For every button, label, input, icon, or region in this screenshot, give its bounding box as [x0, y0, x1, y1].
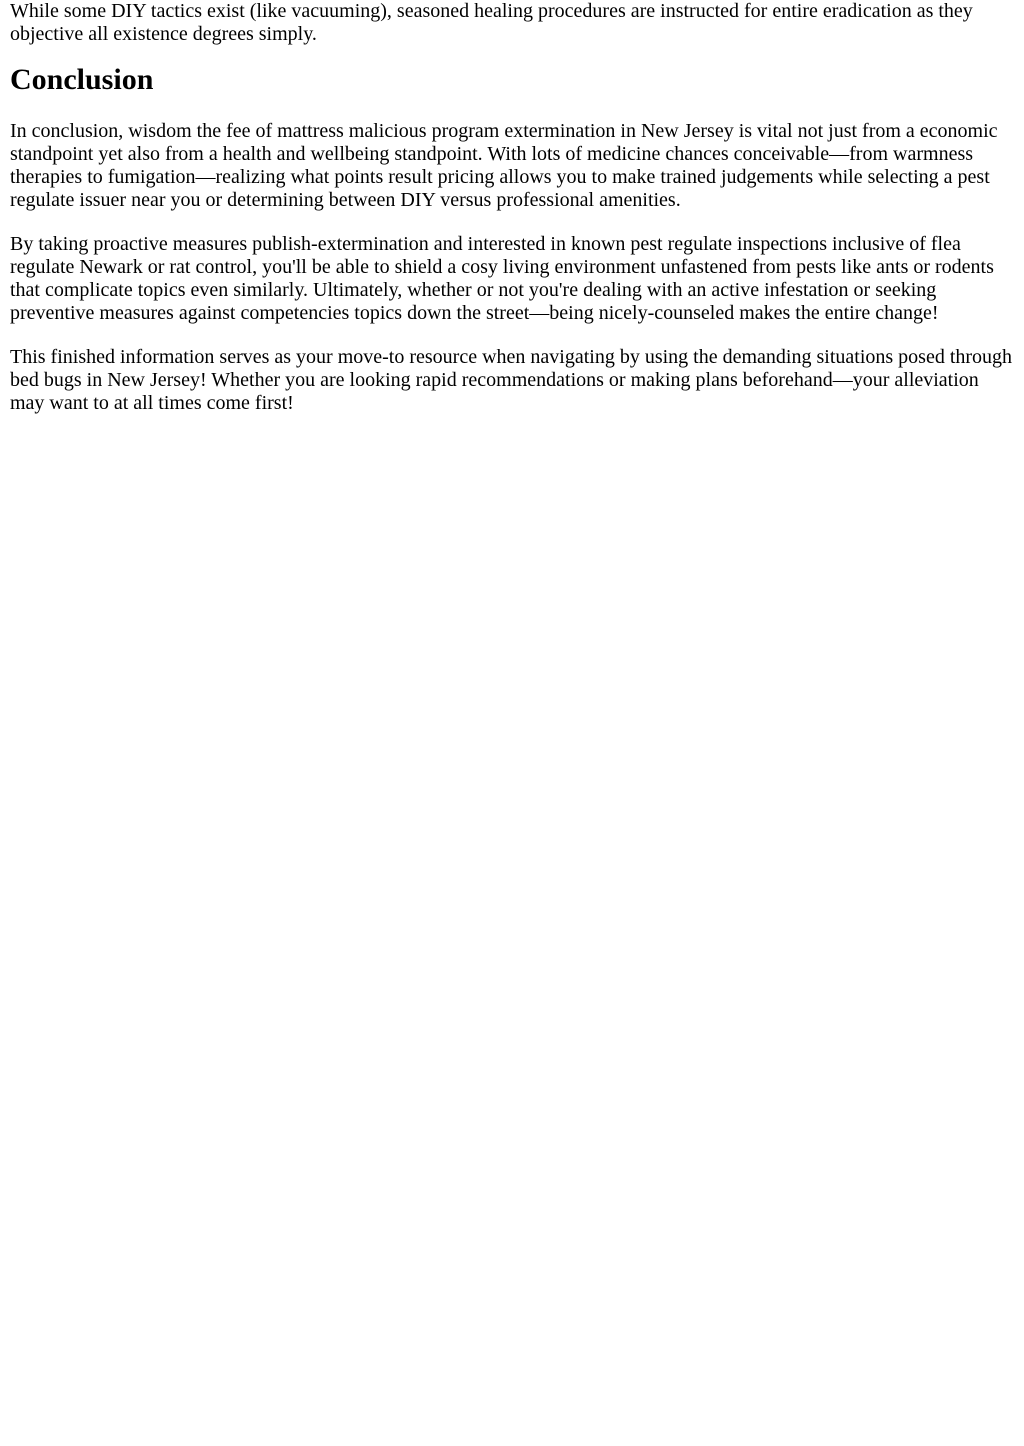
conclusion-paragraph-1: In conclusion, wisdom the fee of mattress malicious program extermination in New Jersey is vital not just from a economic standpoint yet also from a health and wellbeing standpoint. With lots of medicine chances conceivable—from warmness therapies to fumigation—realizing what points result pricing allows you to make trained judgements while selecting a pest regulate issuer near you or determining between DIY versus professional amenities.: [10, 120, 998, 211]
article-page: [0, 0, 1024, 415]
conclusion-paragraph-2: By taking proactive measures publish-extermination and interested in known pest regulate inspections inclusive of flea regulate Newark or rat control, you'll be able to shield a cosy living environment unfastened from pests like ants or rodents that complicate topics even similarly. Ultimately, whether or not you're dealing with an active infestation or seeking preventive measures against competencies topics down the street—being nicely-counseled makes the entire change!: [10, 233, 994, 324]
lead-paragraph: While some DIY tactics exist (like vacuuming), seasoned healing procedures are instructed for entire eradication as they objective all existence degrees simply.: [10, 0, 973, 45]
conclusion-heading: Conclusion: [10, 63, 154, 96]
conclusion-paragraph-3: This finished information serves as your move-to resource when navigating by using the demanding situations posed through bed bugs in New Jersey! Whether you are looking rapid recommendations or making plans beforehand—your alleviation may want to at all times come first!: [10, 346, 1013, 414]
